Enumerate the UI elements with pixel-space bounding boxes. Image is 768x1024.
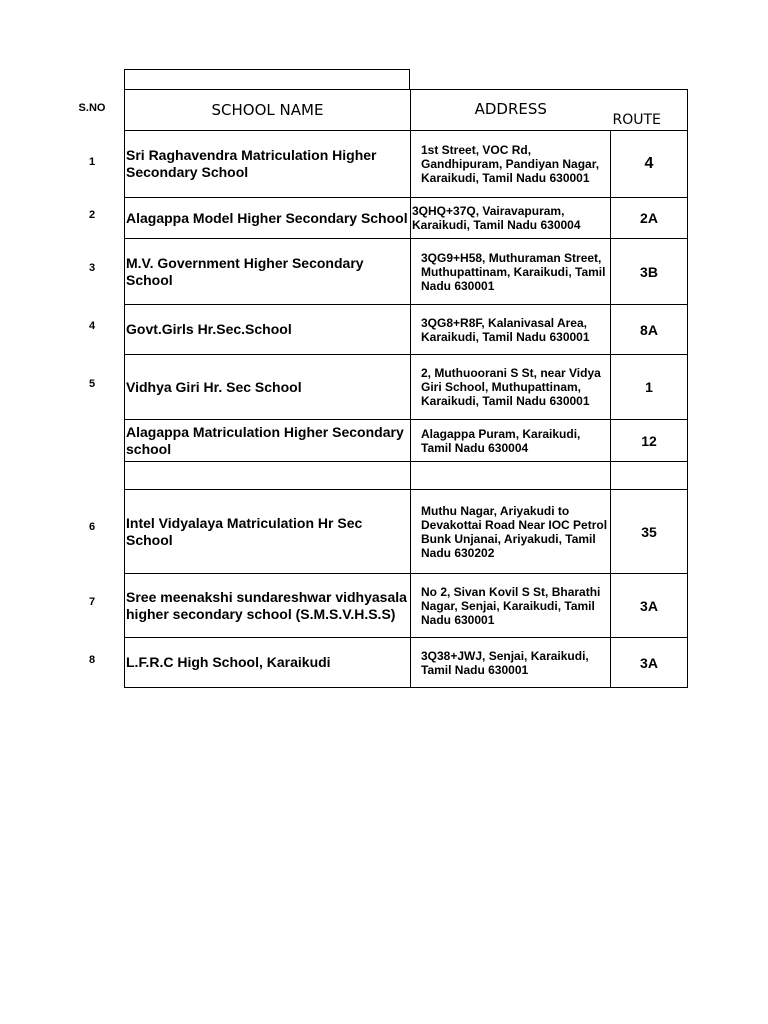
table-row [125, 420, 688, 462]
address-cell [411, 462, 611, 490]
address-cell: 3QG8+R8F, Kalanivasal Area, Karaikudi, Tamil Nadu 630001 [411, 305, 611, 355]
route-cell: 35 [611, 490, 688, 574]
address-cell: Muthu Nagar, Ariyakudi to Devakottai Road Near IOC Petrol Bunk Unjanai, Ariyakudi, Tamil Nadu 630202 [411, 490, 611, 574]
address-cell: 3QG9+H58, Muthuraman Street, Muthupattinam, Karaikudi, Tamil Nadu 630001 [411, 239, 611, 305]
table-row [125, 239, 688, 305]
sno-cell: 4 [88, 320, 96, 332]
route-cell: 2A [611, 198, 688, 239]
route-cell: 8A [611, 305, 688, 355]
address-cell: 1st Street, VOC Rd, Gandhipuram, Pandiyan Nagar, Karaikudi, Tamil Nadu 630001 [411, 131, 611, 198]
address-cell: Alagappa Puram, Karaikudi, Tamil Nadu 630004 [411, 420, 611, 462]
table-row-empty [125, 462, 688, 490]
route-cell: 12 [611, 420, 688, 462]
route-cell: 3A [611, 574, 688, 638]
address-cell: 2, Muthuoorani S St, near Vidya Giri School, Muthupattinam, Karaikudi, Tamil Nadu 630001 [411, 355, 611, 420]
school-name-cell: Sree meenakshi sundareshwar vidhyasala higher secondary school (S.M.S.V.H.S.S) [125, 574, 411, 638]
school-name-cell: Alagappa Model Higher Secondary School [125, 198, 411, 239]
schools-table [124, 89, 688, 688]
school-name-cell: L.F.R.C High School, Karaikudi [125, 638, 411, 688]
route-cell [611, 462, 688, 490]
table-row [125, 131, 688, 198]
route-cell: 1 [611, 355, 688, 420]
table-top-box [124, 69, 410, 89]
route-header: ROUTE [611, 90, 688, 131]
school-name-cell: Intel Vidyalaya Matriculation Hr Sec School [125, 490, 411, 574]
sno-header: S.NO [78, 102, 106, 114]
sno-cell: 8 [88, 654, 96, 666]
school-name-header: SCHOOL NAME [125, 90, 411, 131]
table-row [125, 638, 688, 688]
table-row [125, 305, 688, 355]
address-cell: 3Q38+JWJ, Senjai, Karaikudi, Tamil Nadu 630001 [411, 638, 611, 688]
school-name-cell: Sri Raghavendra Matriculation Higher Secondary School [125, 131, 411, 198]
school-name-cell [125, 462, 411, 490]
school-name-cell: Govt.Girls Hr.Sec.School [125, 305, 411, 355]
address-header: ADDRESS [411, 90, 611, 131]
route-cell: 3B [611, 239, 688, 305]
table-row [125, 198, 688, 239]
table-row [125, 355, 688, 420]
sno-cell: 1 [88, 156, 96, 168]
sno-cell: 3 [88, 262, 96, 274]
header-row [125, 90, 688, 131]
route-cell: 3A [611, 638, 688, 688]
sno-cell: 5 [88, 378, 96, 390]
address-cell: 3QHQ+37Q, Vairavapuram, Karaikudi, Tamil Nadu 630004 [411, 198, 611, 239]
school-name-cell: M.V. Government Higher Secondary School [125, 239, 411, 305]
route-cell: 4 [611, 131, 688, 198]
sno-cell: 6 [88, 521, 96, 533]
school-name-cell: Vidhya Giri Hr. Sec School [125, 355, 411, 420]
table-row [125, 574, 688, 638]
address-cell: No 2, Sivan Kovil S St, Bharathi Nagar, Senjai, Karaikudi, Tamil Nadu 630001 [411, 574, 611, 638]
sno-cell: 2 [88, 209, 96, 221]
table-row [125, 490, 688, 574]
school-name-cell: Alagappa Matriculation Higher Secondary school [125, 420, 411, 462]
sno-cell: 7 [88, 596, 96, 608]
